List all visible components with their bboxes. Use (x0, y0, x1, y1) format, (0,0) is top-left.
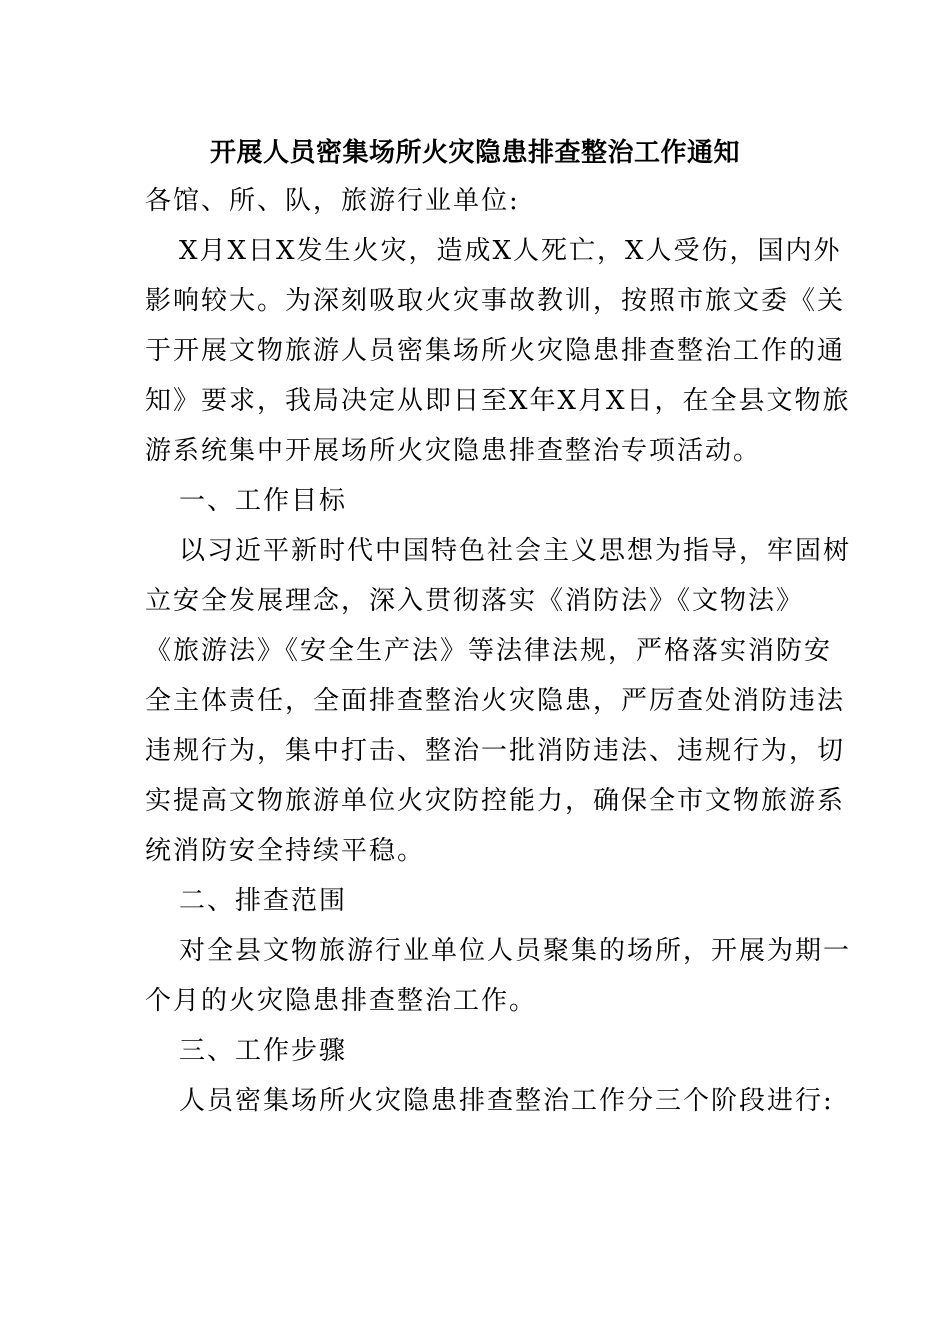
intro-line: 影响较大。为深刻吸取火灾事故教训，按照市旅文委《关 (145, 286, 846, 316)
section-heading-steps: 三、工作步骤 (179, 1036, 348, 1066)
intro-line: 游系统集中开展场所火灾隐患排查整治专项活动。 (145, 436, 762, 466)
section-goals-line: 以习近平新时代中国特色社会主义思想为指导，牢固树 (179, 536, 852, 566)
section-goals-line: 全主体责任，全面排查整治火灾隐患，严厉查处消防违法 (145, 686, 846, 716)
document-title: 开展人员密集场所火灾隐患排查整治工作通知 (209, 138, 740, 168)
section-heading-goals: 一、工作目标 (179, 486, 348, 516)
intro-line: X月X日X发生火灾，造成X人死亡，X人受伤，国内外 (179, 236, 842, 266)
section-goals-line: 立安全发展理念，深入贯彻落实《消防法》《文物法》 (145, 586, 805, 616)
section-goals-line: 《旅游法》《安全生产法》等法律法规，严格落实消防安 (145, 636, 833, 666)
section-steps-line: 人员密集场所火灾隐患排查整治工作分三个阶段进行: (179, 1086, 834, 1116)
document-body (145, 176, 852, 1126)
salutation: 各馆、所、队，旅游行业单位: (145, 186, 520, 216)
intro-line: 知》要求，我局决定从即日至X年X月X日，在全县文物旅 (145, 386, 851, 416)
intro-line: 于开展文物旅游人员密集场所火灾隐患排查整治工作的通 (145, 336, 846, 366)
section-scope-line: 对全县文物旅游行业单位人员聚集的场所，开展为期一 (179, 936, 852, 966)
section-goals-line: 实提高文物旅游单位火灾防控能力，确保全市文物旅游系 (145, 786, 846, 816)
section-scope-line: 个月的火灾隐患排查整治工作。 (145, 986, 538, 1016)
section-goals-line: 统消防安全持续平稳。 (145, 836, 426, 866)
section-heading-scope: 二、排查范围 (179, 886, 348, 916)
section-goals-line: 违规行为，集中打击、整治一批消防违法、违规行为，切 (145, 736, 846, 766)
